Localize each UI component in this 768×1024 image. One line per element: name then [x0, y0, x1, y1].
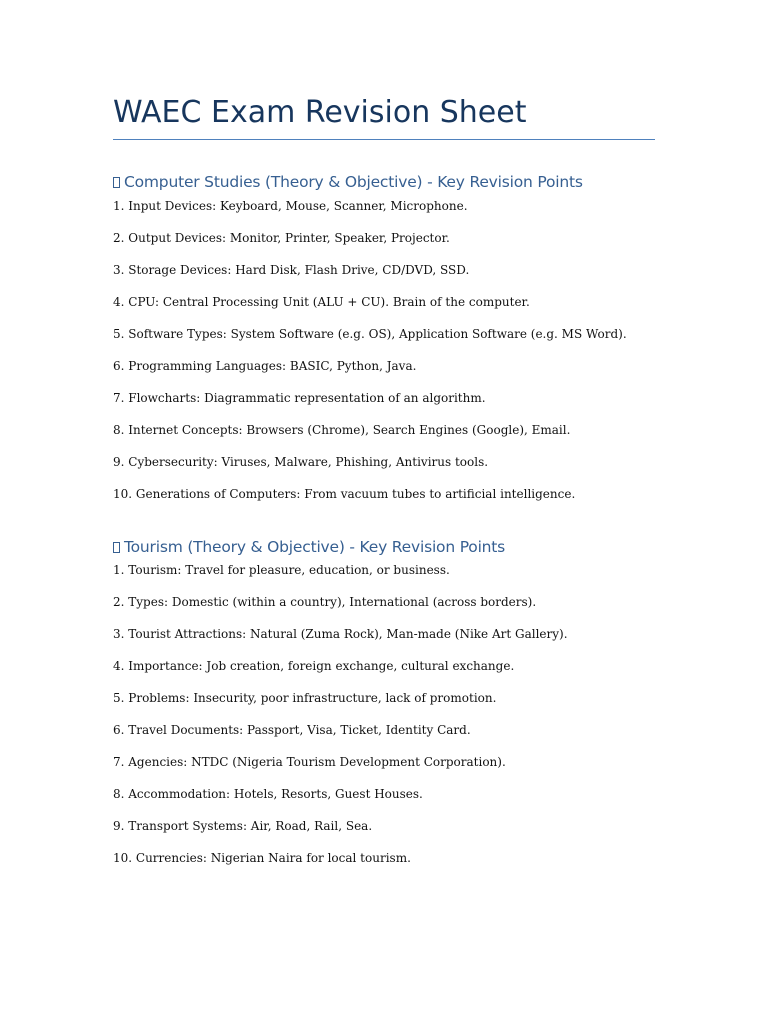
tourism-list [113, 561, 568, 881]
list-item: 2. Output Devices: Monitor, Printer, Speaker, Projector. [113, 231, 450, 245]
list-item: 1. Input Devices: Keyboard, Mouse, Scanner, Microphone. [113, 199, 468, 213]
section-heading-tourism [113, 536, 505, 558]
section-heading-computer-studies [113, 171, 583, 193]
section-heading-text: Tourism (Theory & Objective) - Key Revision Points [124, 538, 506, 556]
list-item: 9. Transport Systems: Air, Road, Rail, Sea. [113, 819, 373, 833]
computer-studies-list [113, 197, 627, 517]
list-item: 6. Programming Languages: BASIC, Python, Java. [113, 359, 417, 373]
document-title: WAEC Exam Revision Sheet [113, 95, 527, 130]
list-item: 3. Storage Devices: Hard Disk, Flash Drive, CD/DVD, SSD. [113, 263, 470, 277]
list-item: 9. Cybersecurity: Viruses, Malware, Phishing, Antivirus tools. [113, 455, 489, 469]
list-item: 4. Importance: Job creation, foreign exchange, cultural exchange. [113, 659, 515, 673]
list-item: 1. Tourism: Travel for pleasure, education, or business. [113, 563, 450, 577]
list-item: 3. Tourist Attractions: Natural (Zuma Rock), Man-made (Nike Art Gallery). [113, 627, 568, 641]
title-underline-rule [113, 139, 655, 140]
list-item: 8. Internet Concepts: Browsers (Chrome), Search Engines (Google), Email. [113, 423, 571, 437]
list-item: 4. CPU: Central Processing Unit (ALU + CU). Brain of the computer. [113, 295, 530, 309]
list-item: 6. Travel Documents: Passport, Visa, Ticket, Identity Card. [113, 723, 471, 737]
list-item: 5. Software Types: System Software (e.g. OS), Application Software (e.g. MS Word). [113, 327, 627, 341]
list-item: 7. Agencies: NTDC (Nigeria Tourism Development Corporation). [113, 755, 506, 769]
list-item: 5. Problems: Insecurity, poor infrastructure, lack of promotion. [113, 691, 497, 705]
list-item: 8. Accommodation: Hotels, Resorts, Guest Houses. [113, 787, 423, 801]
list-item: 10. Currencies: Nigerian Naira for local tourism. [113, 851, 411, 865]
list-item: 10. Generations of Computers: From vacuum tubes to artificial intelligence. [113, 487, 576, 501]
list-item: 2. Types: Domestic (within a country), International (across borders). [113, 595, 537, 609]
unknown-glyph-box-icon [113, 542, 120, 553]
unknown-glyph-box-icon [113, 177, 120, 188]
section-heading-text: Computer Studies (Theory & Objective) - Key Revision Points [124, 173, 583, 191]
list-item: 7. Flowcharts: Diagrammatic representation of an algorithm. [113, 391, 486, 405]
